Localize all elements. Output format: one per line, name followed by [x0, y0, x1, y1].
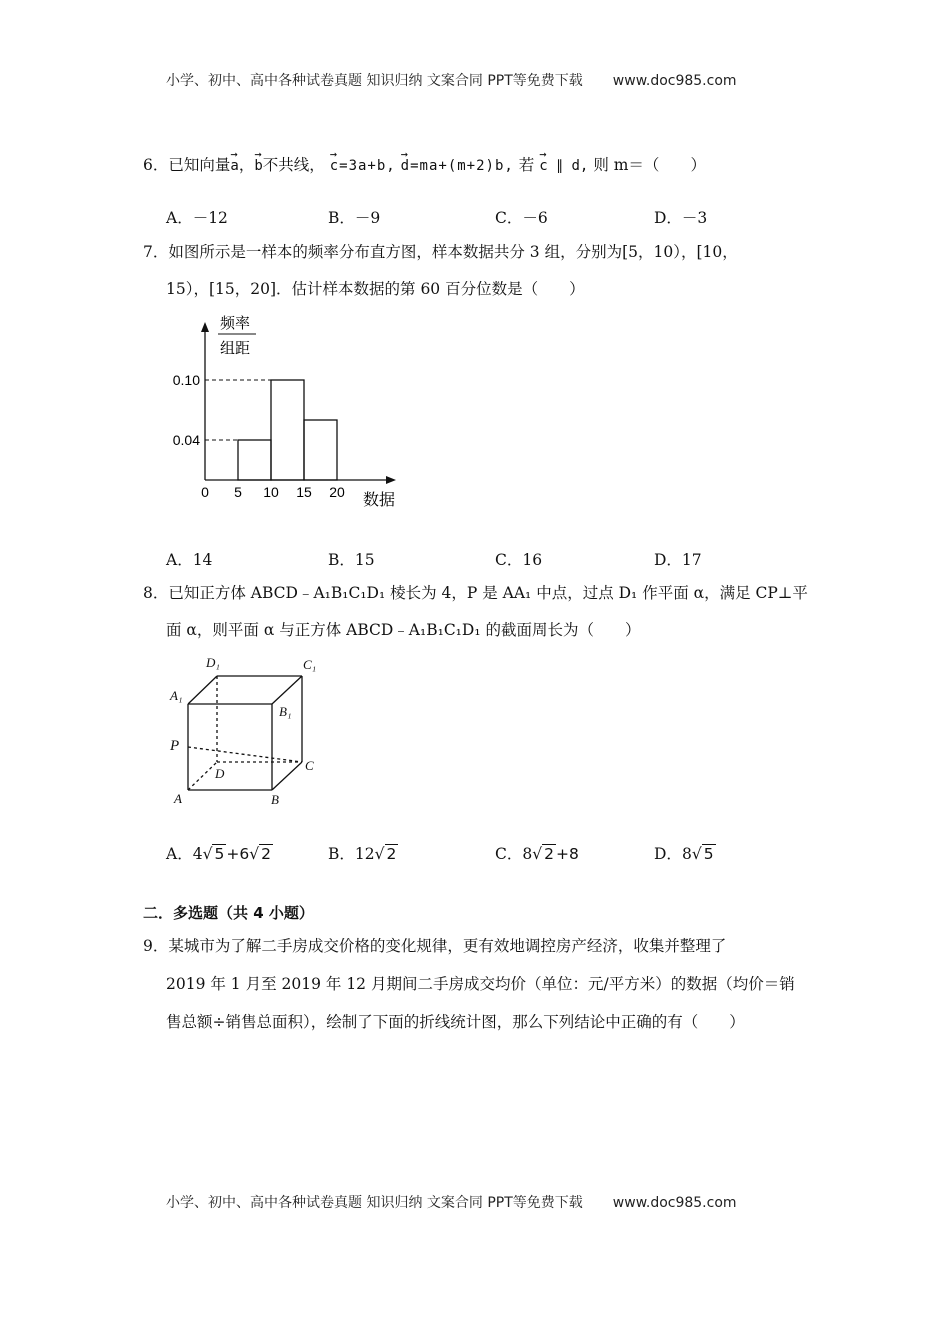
- label-p: P: [170, 738, 180, 754]
- label-c1: C₁: [303, 657, 317, 672]
- page-footer: [166, 1192, 737, 1212]
- q6-separator: ，: [238, 156, 255, 174]
- radicand: 5: [703, 845, 714, 863]
- option-coefficient: 8: [522, 845, 533, 863]
- question-6: [143, 150, 706, 176]
- q7-option-b[interactable]: B．15: [328, 551, 375, 569]
- q7-line-1: 7．如图所示是一样本的频率分布直方图，样本数据共分 3 组，分别为[5，10），[10，: [143, 243, 738, 261]
- hidden-segment-pc: [188, 747, 302, 762]
- sqrt-symbol: √ 5: [202, 845, 225, 863]
- q8-line-2: 面 α，则平面 α 与正方体 ABCD﹣A₁B₁C₁D₁ 的截面周长为（ ）: [166, 621, 641, 639]
- option-letter: A．: [166, 845, 193, 863]
- header-text: 小学、初中、高中各种试卷真题 知识归纳 文案合同 PPT等免费下载: [166, 73, 583, 89]
- edge-bc: [272, 762, 302, 790]
- radicand: 2: [261, 845, 271, 863]
- x-tick-label: 0: [201, 484, 209, 500]
- histogram-bar: [304, 420, 337, 480]
- footer-site-link[interactable]: www.doc985.com: [612, 1195, 737, 1211]
- x-tick-label: 5: [234, 484, 242, 500]
- q6-mid: 不共线，: [262, 156, 325, 174]
- option-plus-term: +6: [226, 845, 250, 863]
- q8-option-a[interactable]: [166, 842, 273, 864]
- q7-option-a[interactable]: A．14: [166, 551, 213, 569]
- y-label-numerator: 频率: [220, 315, 251, 332]
- x-tick-label: 20: [329, 484, 345, 500]
- q6-option-b[interactable]: B．－9: [328, 209, 381, 227]
- x-axis-label: 数据: [363, 492, 396, 509]
- q8-option-c[interactable]: [495, 842, 579, 864]
- page-header: [166, 70, 737, 90]
- q7-option-d[interactable]: D．17: [654, 551, 702, 569]
- vector-b: → b: [254, 150, 262, 176]
- parallel-condition: → c ∥ d,: [539, 150, 588, 176]
- q7-option-c[interactable]: C．16: [495, 551, 543, 569]
- sqrt-symbol: √ 2: [249, 845, 271, 863]
- q9-line-3: 售总额÷销售总面积），绘制了下面的折线统计图，那么下列结论中正确的有（ ）: [166, 1013, 745, 1031]
- q6-option-c[interactable]: C．－6: [495, 209, 548, 227]
- histogram-chart: [160, 305, 410, 520]
- option-letter: B．: [328, 845, 355, 863]
- option-coefficient: 12: [354, 845, 375, 863]
- q6-condition-prefix: 若: [518, 156, 535, 174]
- x-tick-label: 10: [263, 484, 279, 500]
- option-coefficient: 8: [681, 845, 692, 863]
- q6-lead: 6．已知向量: [143, 156, 231, 174]
- q9-line-2: 2019 年 1 月至 2019 年 12 月期间二手房成交均价（单位：元/平方米）的数据（均价＝销: [166, 975, 795, 993]
- label-d: D: [215, 766, 225, 781]
- histogram-bar: [238, 440, 271, 480]
- option-plus-term: +8: [556, 845, 579, 863]
- radicand: 2: [544, 845, 555, 863]
- label-b: B: [271, 792, 279, 807]
- option-coefficient: 4: [192, 845, 203, 863]
- label-b1: B₁: [279, 704, 292, 719]
- x-tick-label: 15: [296, 484, 312, 500]
- radicand: 2: [386, 845, 397, 863]
- q8-option-d[interactable]: [654, 842, 716, 864]
- label-d1: D₁: [206, 655, 220, 670]
- vector-d-expression: → d=ma+(m+2)b,: [401, 150, 514, 176]
- option-letter: D．: [654, 845, 682, 863]
- vector-c-expression: → c=3a+b,: [330, 150, 396, 176]
- x-axis-arrow: [386, 476, 396, 484]
- sqrt-symbol: √ 2: [374, 845, 397, 863]
- q6-option-d[interactable]: D．－3: [654, 209, 708, 227]
- y-tick-label: 0.04: [172, 432, 200, 448]
- hidden-edge-ad: [188, 762, 217, 790]
- sqrt-symbol: √ 2: [532, 845, 555, 863]
- radicand: 5: [214, 845, 225, 863]
- q8-line-1: 8．已知正方体 ABCD﹣A₁B₁C₁D₁ 棱长为 4，P 是 AA₁ 中点，过点 D₁ 作平面 α，满足 CP⊥平: [143, 584, 808, 602]
- y-axis-arrow: [201, 322, 209, 332]
- label-a: A: [174, 791, 182, 806]
- option-letter: C．: [495, 845, 523, 863]
- label-c: C: [305, 758, 314, 773]
- q8-option-b[interactable]: [328, 842, 398, 864]
- q9-line-1: 9．某城市为了解二手房成交价格的变化规律，更有效地调控房产经济，收集并整理了: [143, 937, 727, 955]
- vector-a: → a: [230, 150, 238, 176]
- label-a1: A₁: [170, 688, 183, 703]
- q7-line-2: 15），[15，20]．估计样本数据的第 60 百分位数是（ ）: [166, 280, 585, 298]
- header-site-link[interactable]: www.doc985.com: [612, 73, 737, 89]
- y-tick-label: 0.10: [172, 372, 200, 388]
- q6-option-a[interactable]: A．－12: [166, 209, 228, 227]
- edge-a1d1: [188, 676, 217, 704]
- footer-text: 小学、初中、高中各种试卷真题 知识归纳 文案合同 PPT等免费下载: [166, 1195, 583, 1211]
- edge-b1c1: [272, 676, 302, 704]
- histogram-bar: [271, 380, 304, 480]
- cube-diagram: [160, 652, 330, 812]
- q6-tail: 则 m＝（ ）: [593, 156, 706, 174]
- sqrt-symbol: √ 5: [691, 845, 714, 863]
- y-label-denominator: 组距: [220, 340, 251, 357]
- section-title: 二．多选题（共 4 小题）: [143, 904, 314, 922]
